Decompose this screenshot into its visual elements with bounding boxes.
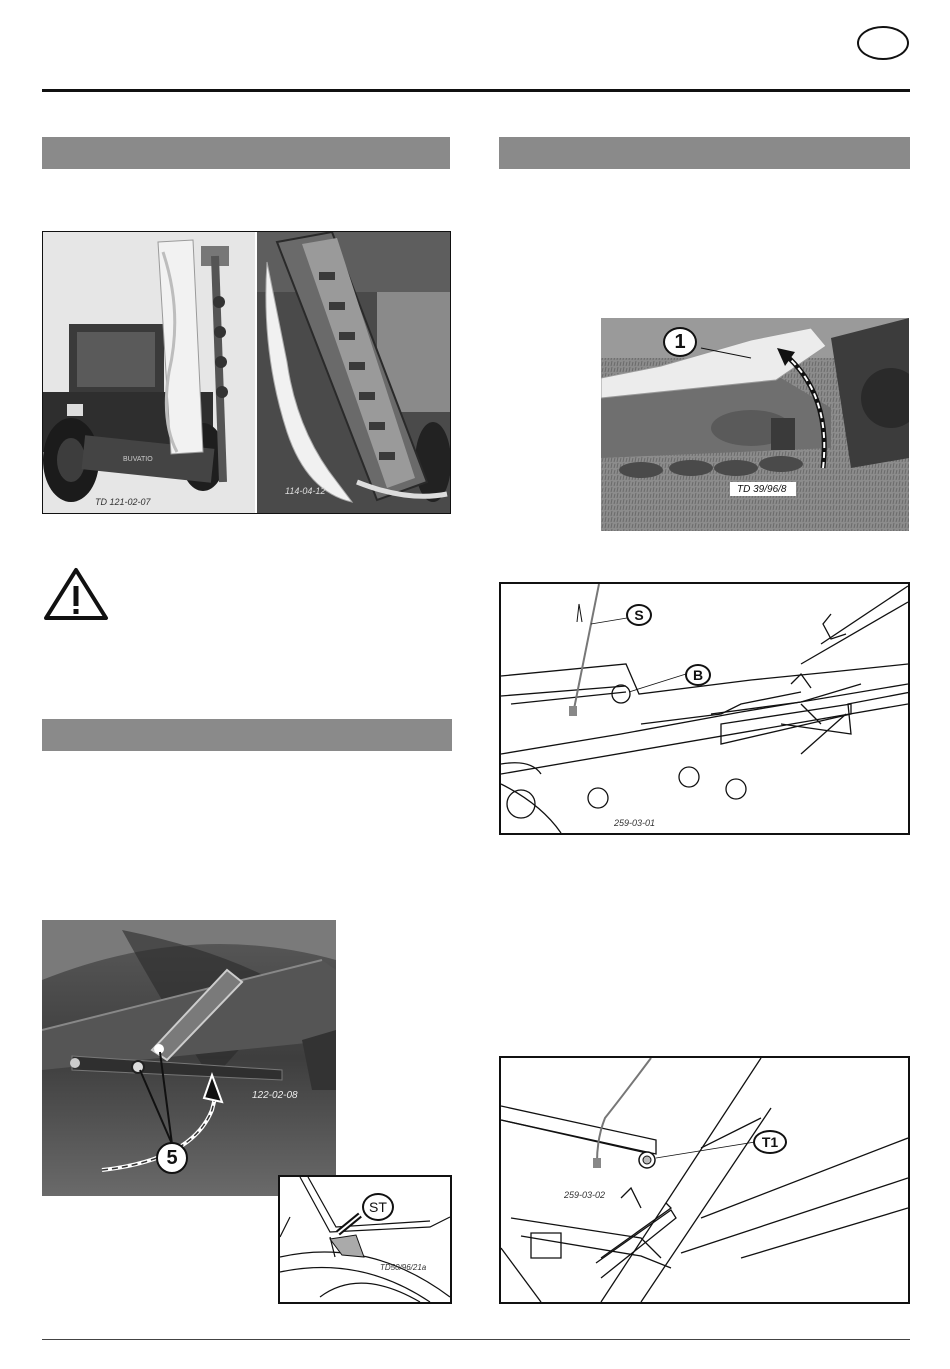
figure-code: TD 39/96/8 — [737, 484, 787, 495]
figure-code: 114-04-12 — [285, 486, 326, 496]
brand-label: BUVATIO — [123, 456, 153, 463]
header-rule — [42, 89, 910, 92]
warning-triangle-icon — [42, 566, 110, 622]
language-badge — [857, 26, 909, 60]
tractor-photo-right — [257, 232, 450, 513]
inset-st-drawing — [278, 1175, 452, 1304]
mower-grass-photo — [601, 318, 909, 531]
callout-1: 1 — [663, 327, 697, 357]
tractor-photo-left — [43, 232, 255, 513]
callout-st: ST — [362, 1193, 394, 1221]
figure-code: 259-03-02 — [564, 1190, 606, 1200]
callout-s: S — [626, 604, 652, 626]
figure-code: 259-03-01 — [614, 818, 656, 828]
section-header-bar-2 — [499, 137, 910, 169]
callout-5: 5 — [156, 1142, 188, 1174]
callout-t1: T1 — [753, 1130, 787, 1154]
section-header-bar-3 — [42, 719, 452, 751]
figure-code: TD50/96/21a — [380, 1263, 427, 1272]
section-header-bar-1 — [42, 137, 450, 169]
drawing-t1 — [499, 1056, 910, 1304]
bracket-photo — [42, 920, 336, 1196]
figure-code: TD 121-02-07 — [95, 497, 151, 507]
figure-code: 122-02-08 — [252, 1090, 298, 1101]
callout-b: B — [685, 664, 711, 686]
tractor-photo-figure — [42, 231, 451, 514]
drawing-s-b — [499, 582, 910, 835]
footer-rule — [42, 1339, 910, 1340]
